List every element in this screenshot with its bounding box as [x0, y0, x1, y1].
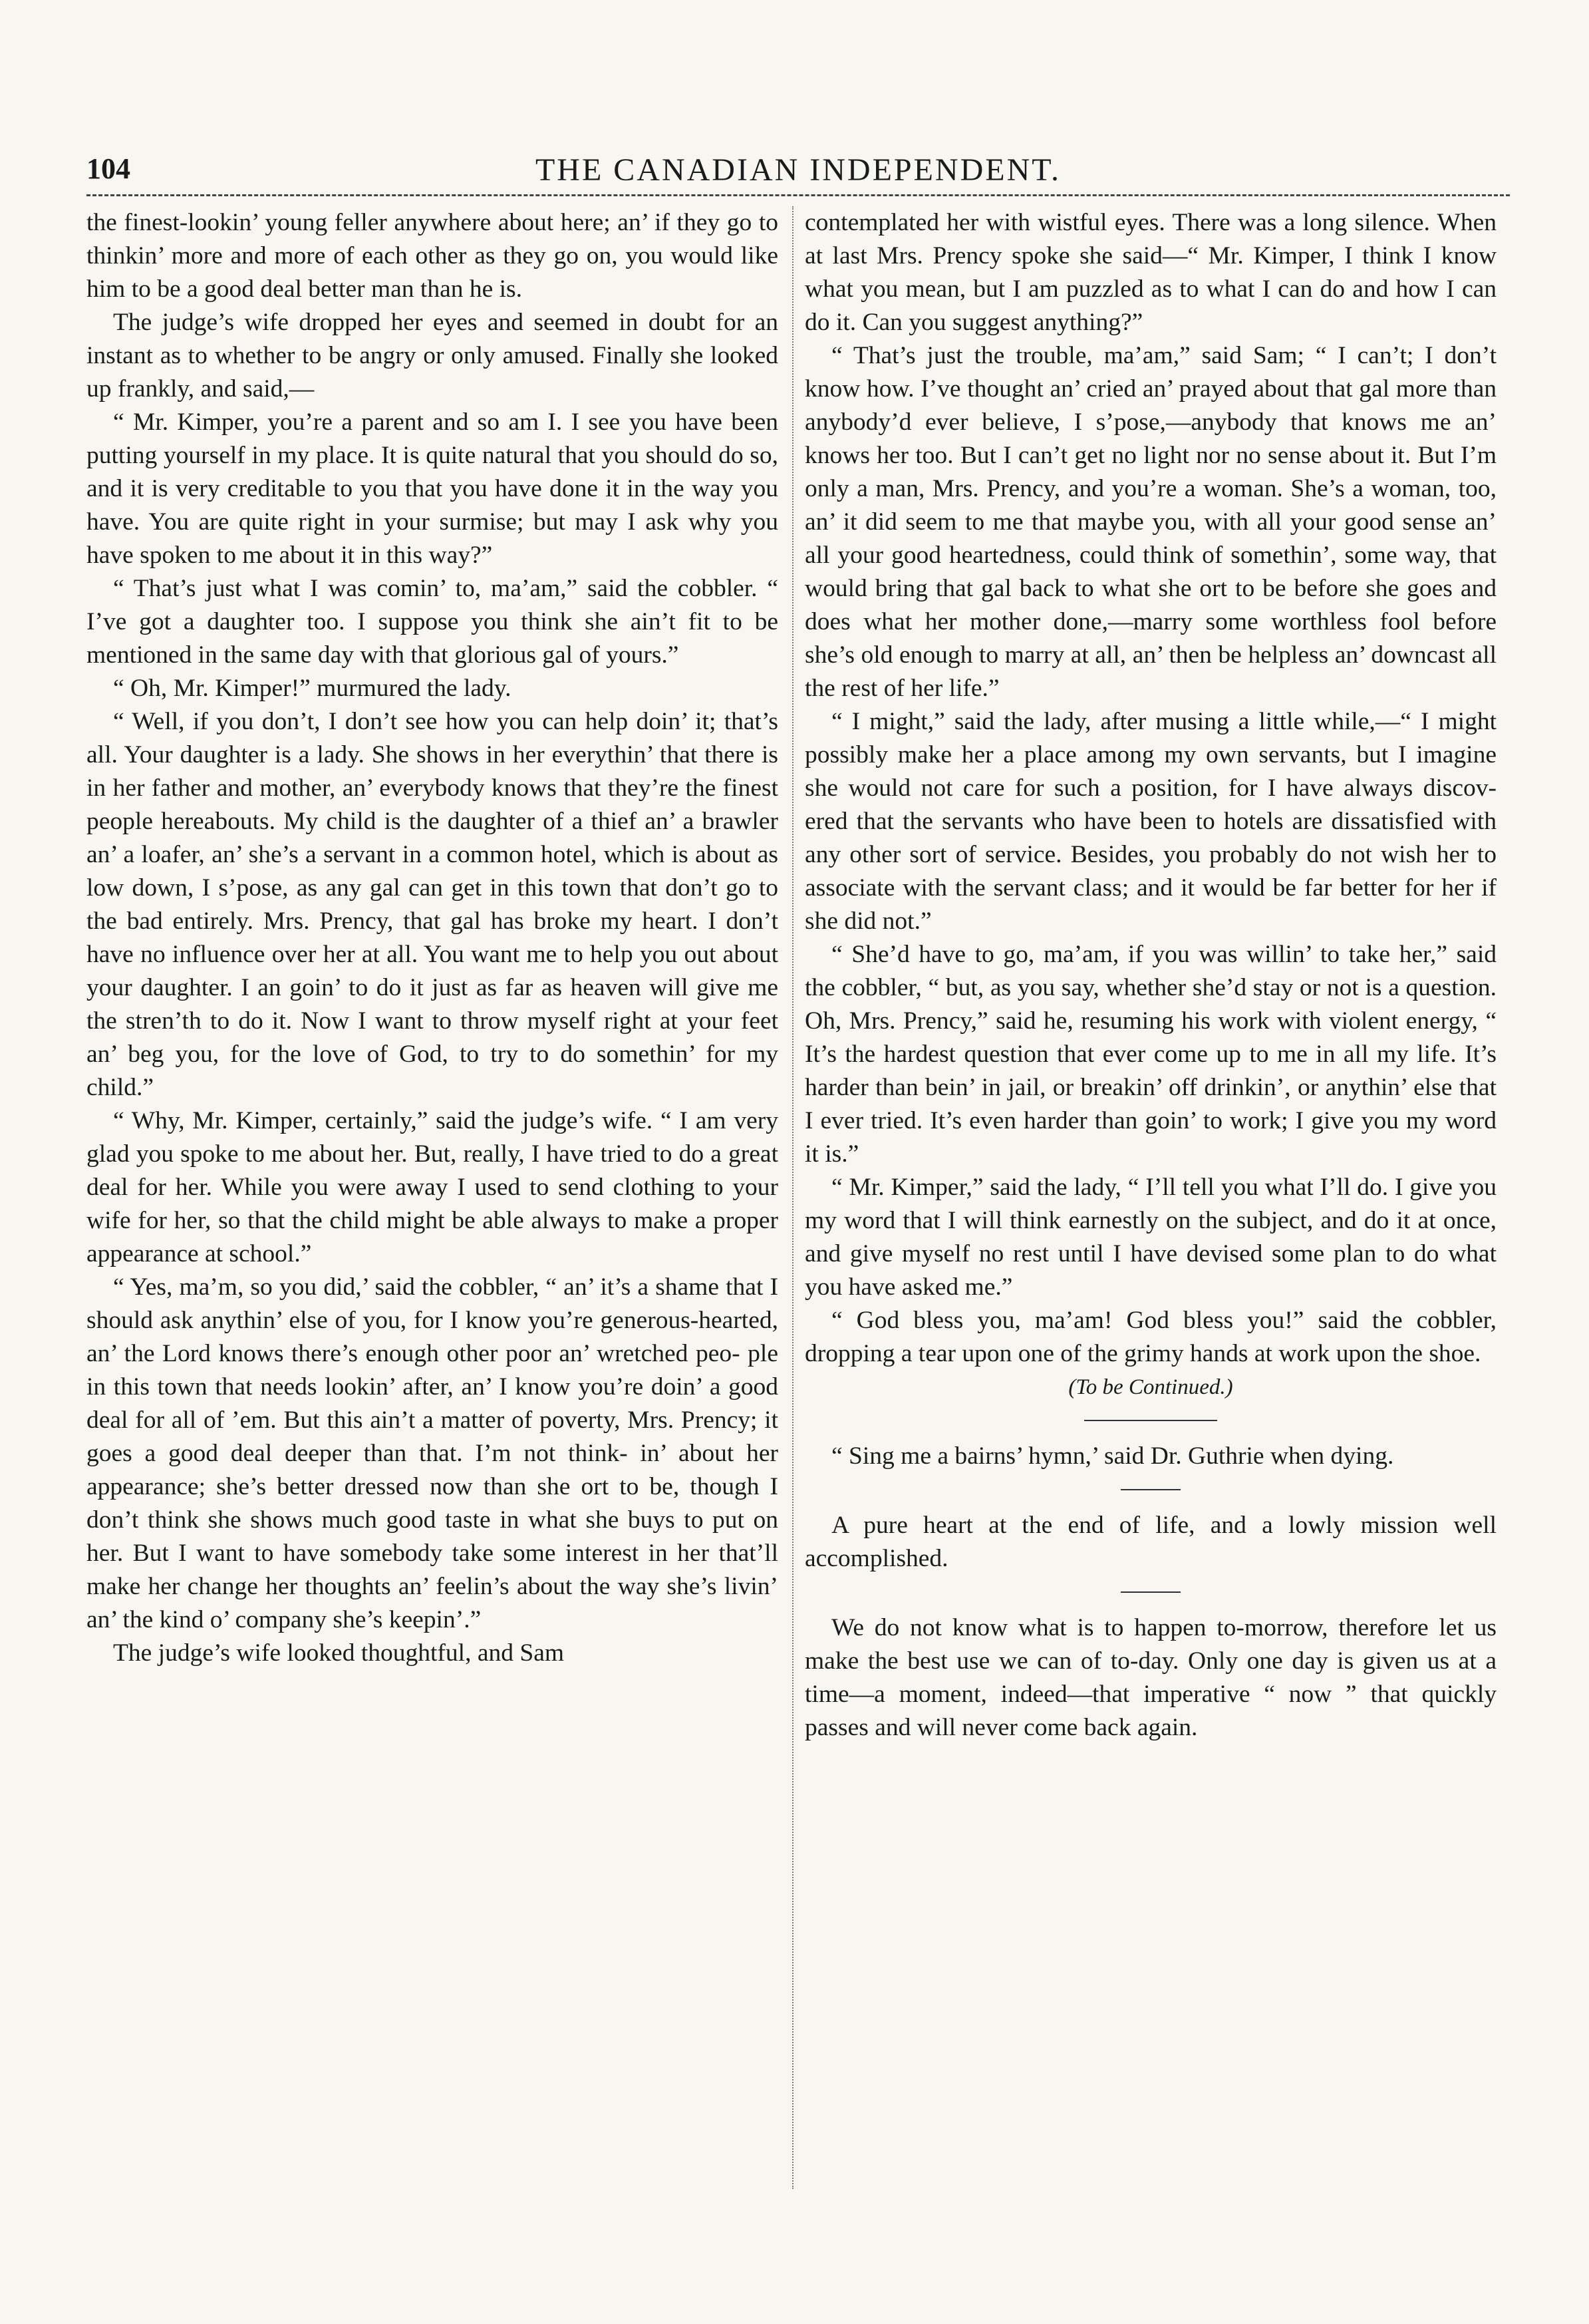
- journal-title: THE CANADIAN INDEPENDENT.: [535, 152, 1061, 188]
- page-header: [86, 152, 1510, 192]
- column-divider: [792, 206, 794, 2189]
- paragraph: “ Why, Mr. Kimper, certainly,” said the judge’s wife. “ I am very glad you spoke to me about her. But, really, I have tried to do a great deal for her. While you were away I used to send clothing to your wife for her, so that the child might be able always to make a proper appearance at school.”: [86, 1107, 778, 1267]
- continued-note: (To be Continued.): [1068, 1375, 1233, 1399]
- paragraph: The judge’s wife dropped her eyes and seemed in doubt for an instant as to whether to be angry or only amused. Finally she looked up frankly, and said,—: [86, 309, 778, 403]
- paragraph: “ Mr. Kimper, you’re a parent and so am I. I see you have been putting yourself in my place. It is quite natural that you should do so, and it is very creditable to you that you have done it in the way you have. You are quite right in your surmise; but may I ask why you have spoken to me about it in this way?”: [86, 409, 778, 569]
- paragraph: “ I might,” said the lady, after musing a little while,—“ I might possibly make her a place among my own servants, but I imagine she would not care for such a position, for I have always discov- ered that the servants who have been to hotels are dissatisfied with any other sort of service. Besides, you probably do not wish her to associate with the servant class; and it would be far better for her if she did not.”: [805, 708, 1497, 935]
- filler-paragraph: “ Sing me a bairns’ hymn,’ said Dr. Guthrie when dying.: [831, 1442, 1394, 1470]
- paragraph: “ That’s just what I was comin’ to, ma’am,” said the cobbler. “ I’ve got a daughter too. I suppose you think she ain’t fit to be mentioned in the same day with that glorious gal of yours.”: [86, 575, 778, 669]
- paragraph: “ Well, if you don’t, I don’t see how you can help doin’ it; that’s all. Your daughter is a lady. She shows in her everythin’ that there is in her father and mother, an’ everybody knows that they’re the finest people hereabouts. My child is the daughter of a thief an’ a brawler an’ a loafer, an’ she’s a servant in a common hotel, which is about as low down, I s’pose, as any gal can get in this town that don’t go to the bad entirely. Mrs. Prency, that gal has broke my heart. I don’t have no influence over her at all. You want me to help you out about your daughter. I an goin’ to do it just as far as heaven will give me the stren’th to do it. Now I want to throw myself right at your feet an’ beg you, for the love of God, to try to do somethin’ for my child.”: [86, 708, 778, 1101]
- right-column: [805, 206, 1497, 1744]
- section-rule: [1121, 1489, 1181, 1490]
- paragraph: “ She’d have to go, ma’am, if you was willin’ to take her,” said the cobbler, “ but, as you say, whether she’d stay or not is a question. Oh, Mrs. Prency,” said he, resuming his work with violent energy, “ It’s the hardest question that ever come up to me in all my life. It’s harder than bein’ in jail, or breakin’ off drinkin’, or anythin’ else that I ever tried. It’s even harder than goin’ to work; I give you my word it is.”: [805, 941, 1497, 1168]
- header-rule: [86, 194, 1510, 196]
- filler-paragraph: A pure heart at the end of life, and a lowly mission well accomplished.: [805, 1512, 1497, 1572]
- paragraph: “ Mr. Kimper,” said the lady, “ I’ll tell you what I’ll do. I give you my word that I will think earnestly on the subject, and do it at once, and give myself no rest until I have devised some plan to do what you have asked me.”: [805, 1174, 1497, 1301]
- section-rule: [1121, 1591, 1181, 1593]
- page-number: 104: [86, 152, 130, 185]
- paragraph: “ God bless you, ma’am! God bless you!” said the cobbler, dropping a tear upon one of the grimy hands at work upon the shoe.: [805, 1307, 1497, 1367]
- paragraph: the finest-lookin’ young feller anywhere about here; an’ if they go to thinkin’ more and more of each other as they go on, you would like him to be a good deal better man than he is.: [86, 209, 778, 303]
- filler-paragraph: We do not know what is to happen to-morrow, therefore let us make the best use we can of to-day. Only one day is given us at a time—a moment, indeed—that imperative “ now ” that quickly passes and will never come back again.: [805, 1614, 1497, 1741]
- paragraph: The judge’s wife looked thoughtful, and Sam: [113, 1639, 565, 1667]
- section-rule: [1084, 1420, 1217, 1421]
- paragraph: “ That’s just the trouble, ma’am,” said Sam; “ I can’t; I don’t know how. I’ve thought an’ cried an’ prayed about that gal more than anybody’d ever believe, I s’pose,—anybody that knows me an’ knows her too. But I can’t get no light nor no sense about it. But I’m only a man, Mrs. Prency, and you’re a woman. She’s a woman, too, an’ it did seem to me that maybe you, with all your good sense an’ all your good heartedness, could think of somethin’, some way, that would bring that gal back to what she ort to be before she goes and does what her mother done,—marry some worthless fool before she’s old enough to marry at all, an’ then be helpless an’ downcast all the rest of her life.”: [805, 342, 1497, 702]
- left-column: [86, 206, 778, 1670]
- paragraph: contemplated her with wistful eyes. There was a long silence. When at last Mrs. Prency spoke she said—“ Mr. Kimper, I think I know what you mean, but I am puzzled as to what I can do and how I can do it. Can you suggest anything?”: [805, 209, 1497, 336]
- paragraph: “ Oh, Mr. Kimper!” murmured the lady.: [113, 675, 511, 702]
- paragraph: “ Yes, ma’m, so you did,’ said the cobbler, “ an’ it’s a shame that I should ask anythin’ else of you, for I know you’re generous-hearted, an’ the Lord knows there’s enough other poor an’ wretched peo- ple in this town that needs lookin’ after, an’ I know you’re doin’ a good deal for all of ’em. But this ain’t a matter of poverty, Mrs. Prency; it goes a good deal deeper than that. I’m not think- in’ about her appearance; she’s better dressed now than she ort to be, though I don’t think she shows much good taste in what she buys to put on her. But I want to have somebody take some interest in her that’ll make her change her thoughts an’ feelin’s about the way she’s livin’ an’ the kind o’ company she’s keepin’.”: [86, 1273, 778, 1633]
